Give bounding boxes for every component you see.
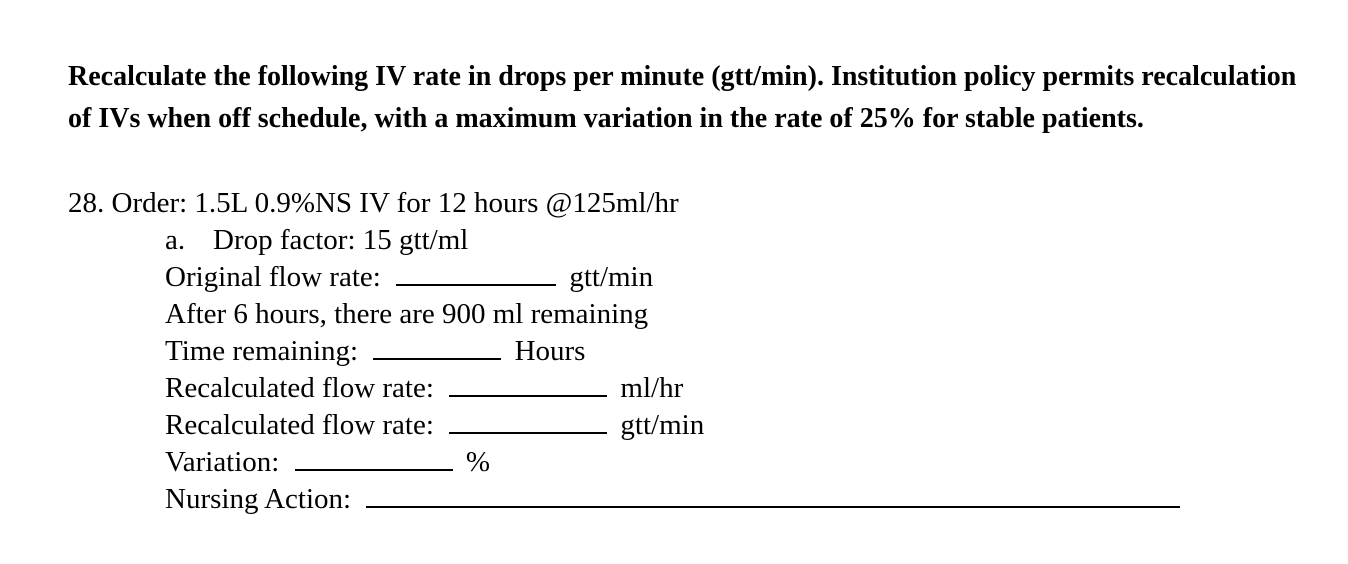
- time-remaining-label: Time remaining:: [165, 335, 359, 367]
- recalc-gtt-label: Recalculated flow rate:: [165, 409, 434, 441]
- drop-factor-text: Drop factor: 15 gtt/ml: [213, 224, 469, 256]
- original-rate-line: [165, 259, 653, 296]
- drop-factor-line: [165, 222, 468, 259]
- recalc-ml-line: [165, 370, 683, 407]
- recalc-gtt-unit: gtt/min: [620, 409, 705, 441]
- variation-label: Variation:: [165, 446, 280, 478]
- recalc-ml-blank[interactable]: [449, 373, 607, 397]
- original-rate-unit: gtt/min: [569, 261, 654, 293]
- recalc-gtt-blank[interactable]: [449, 410, 607, 434]
- variation-unit: %: [465, 446, 491, 478]
- after-note: After 6 hours, there are 900 ml remaining: [165, 298, 649, 330]
- variation-blank[interactable]: [295, 447, 453, 471]
- nursing-action-label: Nursing Action:: [165, 483, 352, 515]
- question-order: 28. Order: 1.5L 0.9%NS IV for 12 hours @125ml/hr: [68, 187, 679, 219]
- time-remaining-unit: Hours: [514, 335, 586, 367]
- variation-line: [165, 444, 490, 481]
- time-remaining-blank[interactable]: [373, 336, 501, 360]
- original-rate-blank[interactable]: [396, 262, 556, 286]
- recalc-gtt-line: [165, 407, 704, 444]
- original-rate-label: Original flow rate:: [165, 261, 381, 293]
- part-marker: a.: [165, 224, 186, 256]
- recalc-ml-unit: ml/hr: [620, 372, 684, 404]
- instructions-text: Recalculate the following IV rate in drops per minute (gtt/min). Institution policy permits recalculation of IVs when off schedule, with a maximum variation in the rate of 25% for stable patients.: [68, 61, 1297, 134]
- nursing-action-line: [165, 481, 1186, 518]
- time-remaining-line: [165, 333, 585, 370]
- nursing-action-blank[interactable]: [366, 484, 1180, 508]
- recalc-ml-label: Recalculated flow rate:: [165, 372, 434, 404]
